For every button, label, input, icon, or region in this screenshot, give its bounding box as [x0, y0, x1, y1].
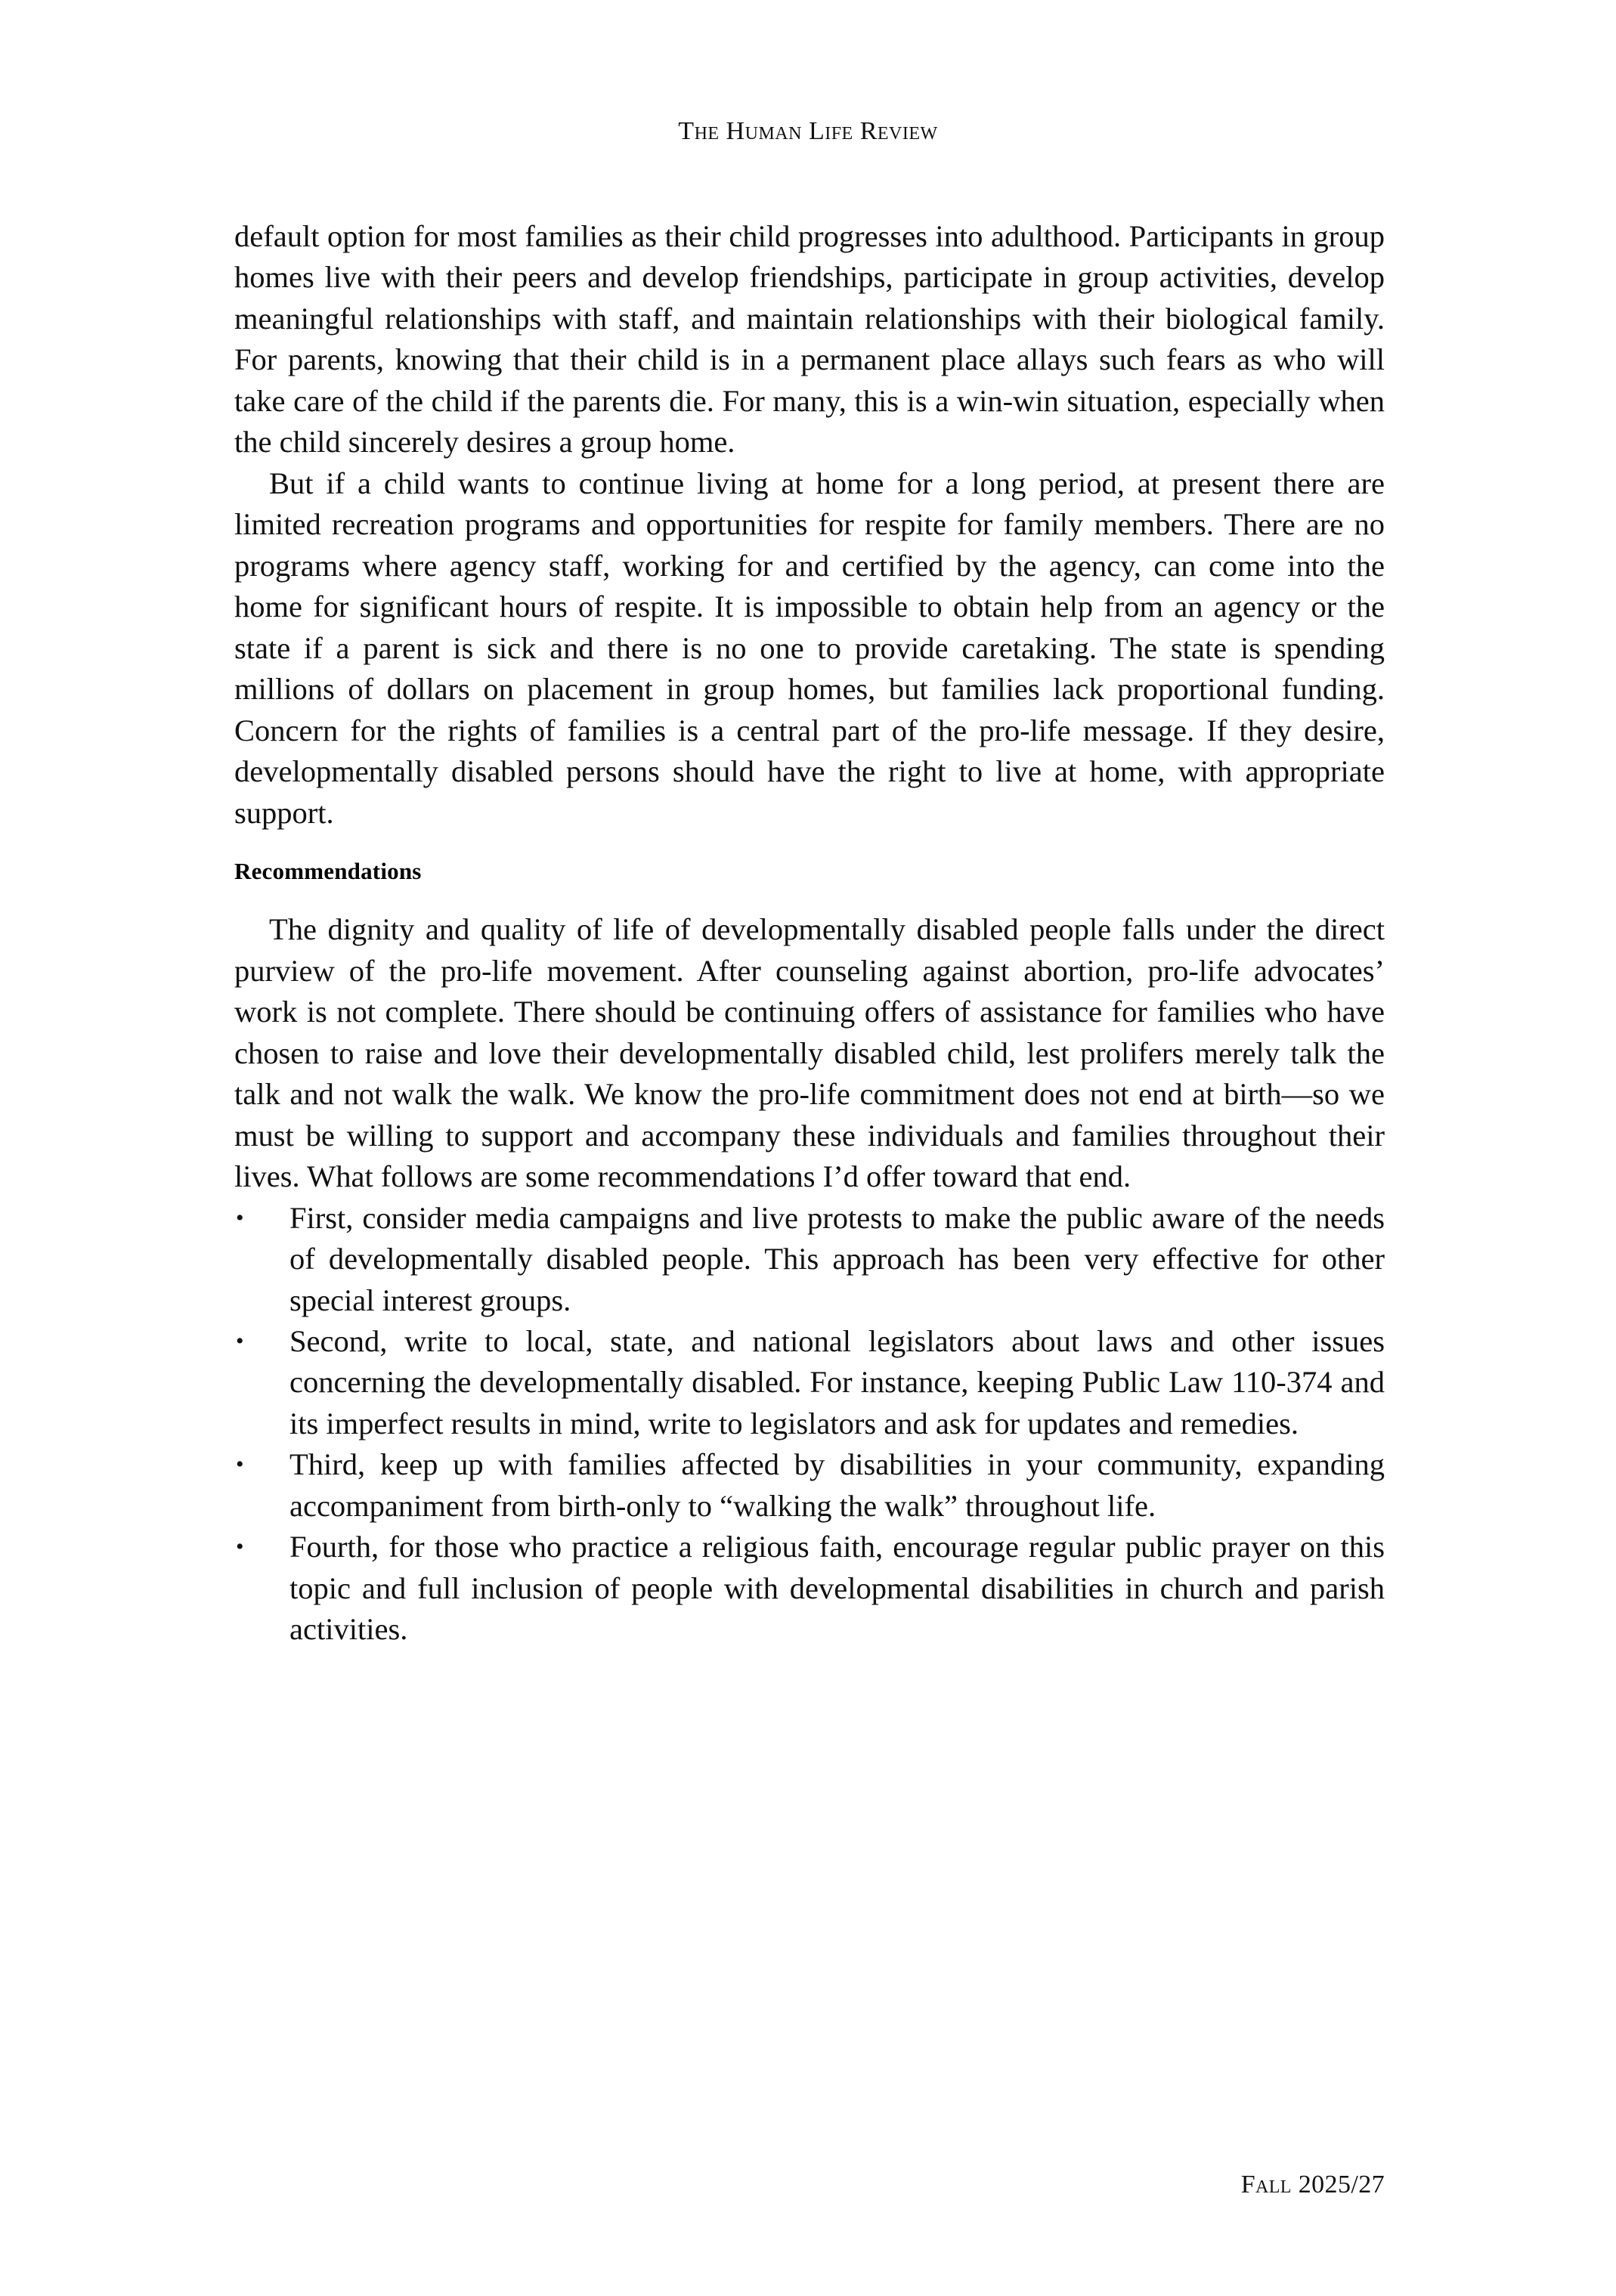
bullet-icon: •: [236, 1452, 244, 1478]
list-item: [234, 1527, 1385, 1650]
paragraph-continuation: default option for most families as their child progresses into adulthood. Participants in group homes live with their peers and develop friendships, participate in group activities, develop meaningful relationships with staff, and maintain relationships with their biological family. For parents, knowing that their child is in a permanent place allays such fears as who will take care of the child if the parents die. For many, this is a win-win situation, especially when the child sincerely desires a group home.: [234, 219, 1385, 460]
bullet-icon: •: [236, 1534, 244, 1560]
list-item-text: Fourth, for those who practice a religious faith, encourage regular public prayer on this topic and full inclusion of people with developmental disabilities in church and parish activities.: [289, 1530, 1385, 1647]
list-item-text: First, consider media campaigns and live protests to make the public aware of the needs of developmentally disabled people. This approach has been very effective for other special interest groups.: [289, 1200, 1385, 1317]
list-item-text: Second, write to local, state, and national legislators about laws and other issues concerning the developmentally disabled. For instance, keeping Public Law 110-374 and its imperfect results in mind, write to legislators and ask for updates and remedies.: [289, 1324, 1385, 1440]
paragraph-respite: But if a child wants to continue living at home for a long period, at present there are limited recreation programs and opportunities for respite for family members. There are no programs where agency staff, working for and certified by the agency, can come into the home for significant hours of respite. It is impossible to obtain help from an agency or the state if a parent is sick and there is no one to provide caretaking. The state is spending millions of dollars on placement in group homes, but families lack proportional funding. Concern for the rights of families is a central part of the pro-life message. If they desire, developmentally disabled persons should have the right to live at home, with appropriate support.: [234, 466, 1385, 830]
list-item: [234, 1444, 1385, 1527]
section-heading-recommendations: Recommendations: [234, 858, 422, 885]
paragraph-recommendations-intro: The dignity and quality of life of developmentally disabled people falls under the direct purview of the pro-life movement. After counseling against abortion, pro-life advocates’ work is not complete. There should be continuing offers of assistance for families who have chosen to raise and love their developmentally disabled child, lest prolifers merely talk the talk and not walk the walk. We know the pro-life commitment does not end at birth—so we must be willing to support and accompany these individuals and families throughout their lives. What follows are some recommendations I’d offer toward that end.: [234, 912, 1385, 1194]
text-column: [234, 216, 1385, 1651]
bullet-icon: •: [236, 1205, 244, 1230]
list-item: [234, 1198, 1385, 1321]
page-folio: Fall 2025/27: [1240, 2171, 1385, 2199]
bullet-icon: •: [236, 1329, 244, 1354]
list-item-text: Third, keep up with families affected by disabilities in your community, expanding accompaniment from birth-only to “walking the walk” throughout life.: [289, 1447, 1385, 1523]
list-item: [234, 1321, 1385, 1444]
running-head: The Human Life Review: [678, 117, 938, 145]
heading-spacer: [234, 887, 1385, 909]
recommendations-list: [234, 1198, 1385, 1651]
